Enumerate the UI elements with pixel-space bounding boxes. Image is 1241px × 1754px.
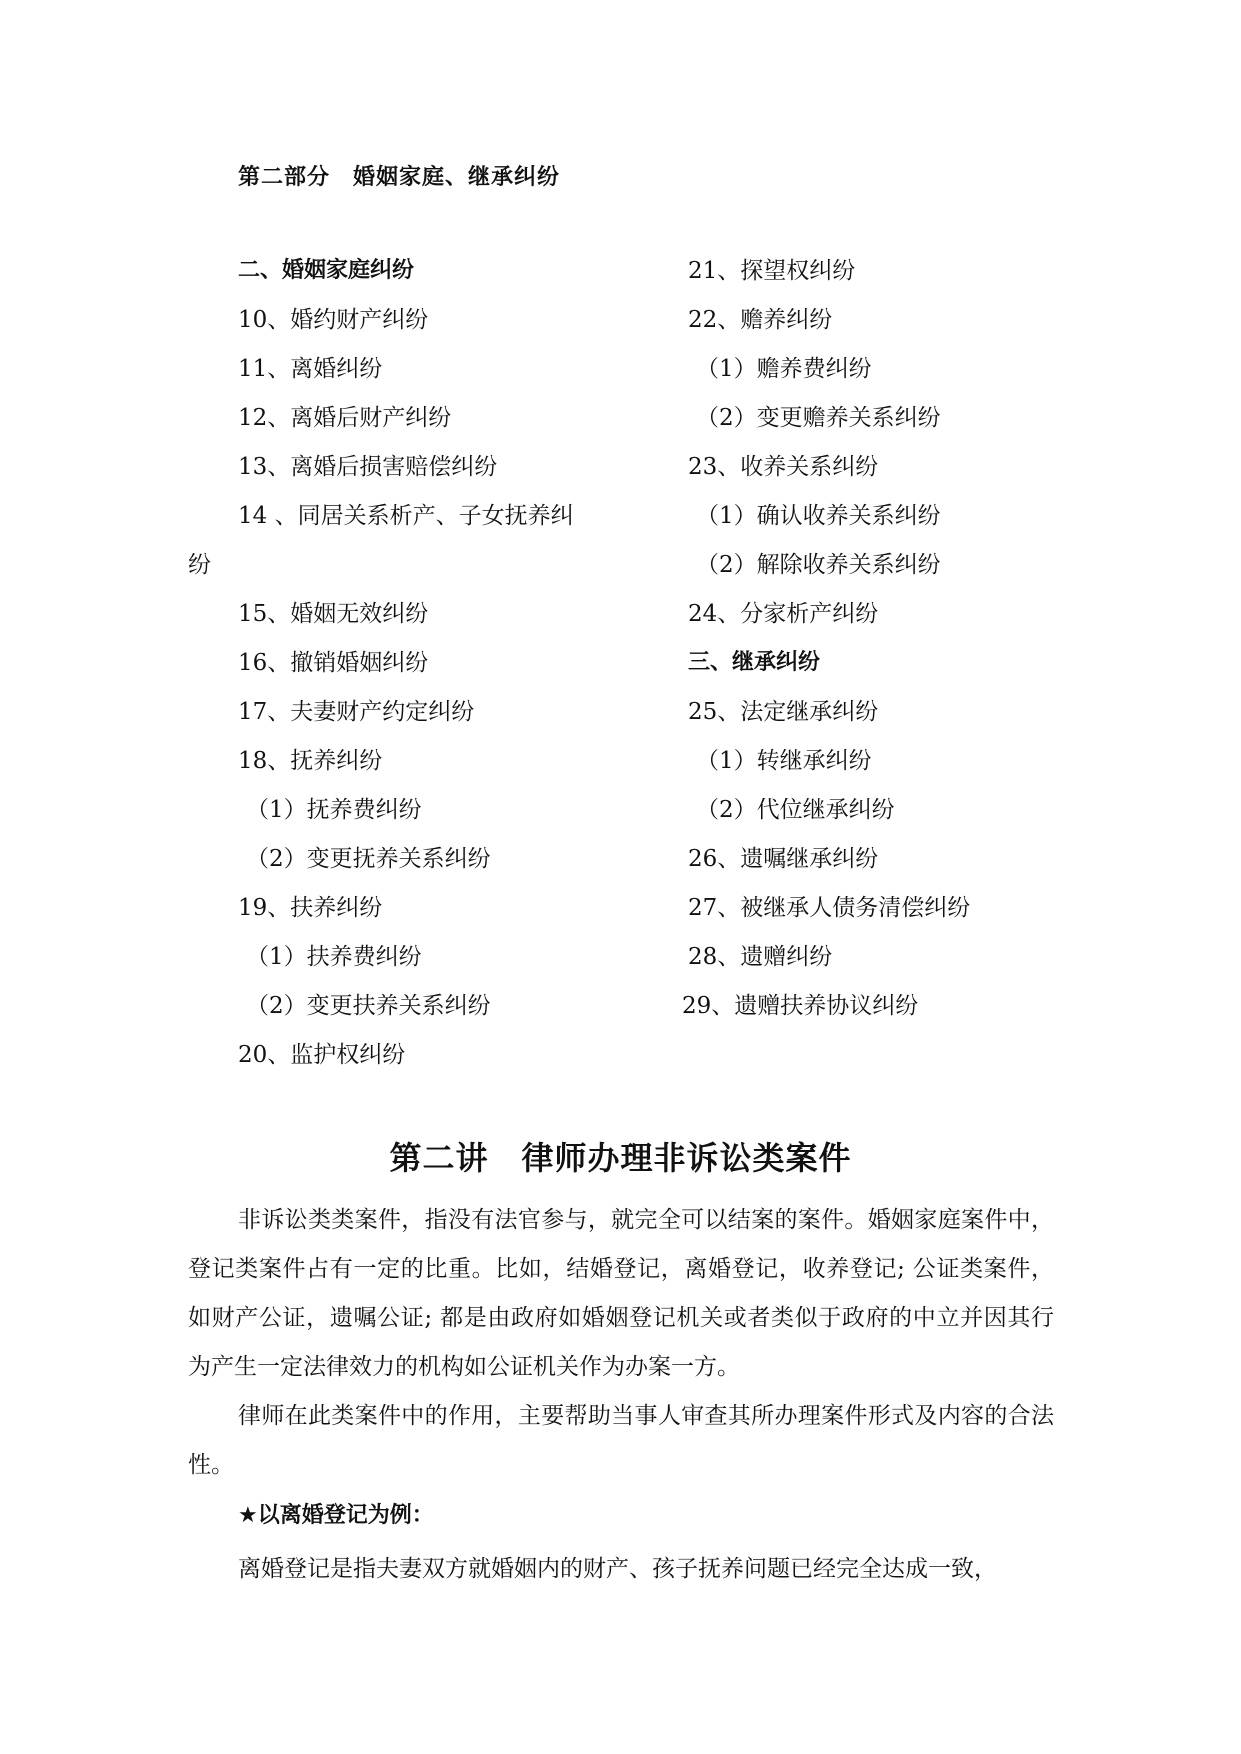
list-item: 25、法定继承纠纷 bbox=[688, 699, 879, 725]
part-title: 第二部分 婚姻家庭、继承纠纷 bbox=[238, 165, 561, 190]
list-item: （2）变更赡养关系纠纷 bbox=[696, 405, 941, 431]
list-item: 16、撤销婚姻纠纷 bbox=[238, 650, 429, 676]
wrapped-line-2: 纷 bbox=[188, 552, 211, 578]
list-item: （1）扶养费纠纷 bbox=[246, 944, 422, 970]
list-item: 11、离婚纠纷 bbox=[238, 356, 383, 382]
list-item-wrapped bbox=[188, 501, 610, 599]
list-item: 21、探望权纠纷 bbox=[688, 258, 856, 284]
list-item: 19、扶养纠纷 bbox=[238, 895, 383, 921]
list-item: （2）解除收养关系纠纷 bbox=[696, 552, 941, 578]
list-item: 17、夫妻财产约定纠纷 bbox=[238, 699, 475, 725]
example-heading: ★以离婚登记为例： bbox=[238, 1503, 434, 1528]
paragraph-definition: 非诉讼类类案件，指没有法官参与，就完全可以结案的案件。婚姻家庭案件中，登记类案件占有一定的比重。比如，结婚登记，离婚登记，收养登记; 公证类案件，如财产公证，遗嘱公证; 都是由政府如婚姻登记机关或者类似于政府的中立并因其行为产生一定法律效力的机构如公证机关作为办案一方。 bbox=[188, 1207, 1054, 1380]
list-item: （1）赡养费纠纷 bbox=[696, 356, 872, 382]
list-item: 二、婚姻家庭纠纷 bbox=[238, 258, 415, 283]
wrapped-line-1: 14 、同居关系析产、子女抚养纠 bbox=[238, 503, 574, 529]
list-item: （2）变更扶养关系纠纷 bbox=[246, 993, 491, 1019]
lecture-title: 第二讲 律师办理非诉讼类案件 bbox=[389, 1139, 852, 1177]
paragraph-divorce-registration: 离婚登记是指夫妻双方就婚姻内的财产、孩子抚养问题已经完全达成一致， bbox=[238, 1556, 997, 1582]
right-column bbox=[682, 256, 1088, 1040]
list-item: 20、监护权纠纷 bbox=[238, 1042, 406, 1068]
left-column bbox=[188, 256, 610, 1089]
list-item: 29、遗赠扶养协议纠纷 bbox=[682, 993, 919, 1019]
list-item: 28、遗赠纠纷 bbox=[688, 944, 833, 970]
list-item: 12、离婚后财产纠纷 bbox=[238, 405, 452, 431]
list-item: 26、遗嘱继承纠纷 bbox=[688, 846, 879, 872]
list-item: 27、被继承人债务清偿纠纷 bbox=[688, 895, 971, 921]
list-item: （1）确认收养关系纠纷 bbox=[696, 503, 941, 529]
list-item: 10、婚约财产纠纷 bbox=[238, 307, 429, 333]
list-item: （2）变更抚养关系纠纷 bbox=[246, 846, 491, 872]
list-item: 15、婚姻无效纠纷 bbox=[238, 601, 429, 627]
list-item: 三、继承纠纷 bbox=[688, 650, 821, 675]
list-item: （2）代位继承纠纷 bbox=[696, 797, 895, 823]
list-item: 22、赡养纠纷 bbox=[688, 307, 833, 333]
paragraph-lawyer-role: 律师在此类案件中的作用，主要帮助当事人审查其所办理案件形式及内容的合法性。 bbox=[188, 1403, 1054, 1478]
list-item: （1）转继承纠纷 bbox=[696, 748, 872, 774]
list-item: 18、抚养纠纷 bbox=[238, 748, 383, 774]
list-item: 23、收养关系纠纷 bbox=[688, 454, 879, 480]
list-item: 13、离婚后损害赔偿纠纷 bbox=[238, 454, 498, 480]
list-item: 24、分家析产纠纷 bbox=[688, 601, 879, 627]
list-item: （1）抚养费纠纷 bbox=[246, 797, 422, 823]
